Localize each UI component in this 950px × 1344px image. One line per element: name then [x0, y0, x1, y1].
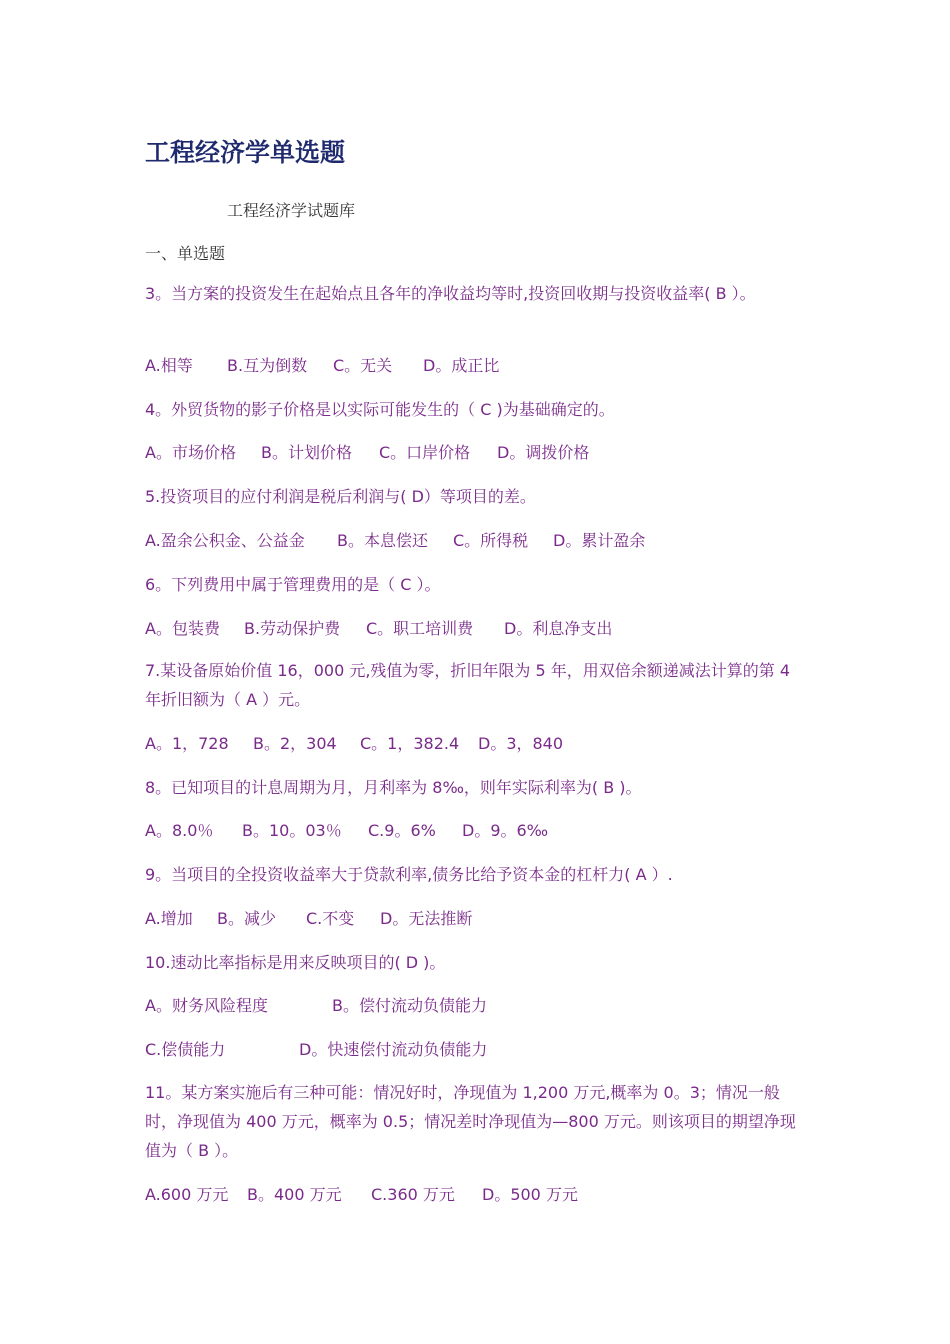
- option-d: D。累计盈余: [553, 531, 646, 550]
- option-d: D。无法推断: [380, 909, 473, 928]
- question-stem: 9。当项目的全投资收益率大于贷款利率,债务比给予资本金的杠杆力( A ）.: [145, 865, 673, 884]
- option-c: C。口岸价格: [379, 443, 471, 462]
- option-a: A.600 万元: [145, 1185, 229, 1204]
- option-b: B.劳动保护费: [244, 619, 341, 638]
- question-stem: 3。当方案的投资发生在起始点且各年的净收益均等时,投资回收期与投资收益率( B ）。: [145, 284, 756, 303]
- question-options: [145, 1035, 487, 1064]
- option-b: B.互为倒数: [227, 356, 308, 375]
- option-a: A.盈余公积金、公益金: [145, 531, 305, 550]
- option-d: D。利息净支出: [504, 619, 613, 638]
- option-c: C.9。6%: [368, 821, 436, 840]
- question-stem: 11。某方案实施后有三种可能：情况好时，净现值为 1,200 万元,概率为 0。3；情况一般时，净现值为 400 万元，概率为 0.5；情况差时净现值为—800 万元。则该项目的期望净现值为（ B ）。: [145, 1083, 796, 1160]
- option-c: C。职工培训费: [366, 619, 474, 638]
- option-c: C。1，382.4: [360, 734, 460, 753]
- option-d: D。500 万元: [482, 1185, 578, 1204]
- option-a: A.相等: [145, 356, 193, 375]
- option-c: C.偿债能力: [145, 1040, 226, 1059]
- option-d: D。调拨价格: [497, 443, 590, 462]
- question-stem: 8。已知项目的计息周期为月，月利率为 8‰，则年实际利率为( B )。: [145, 778, 642, 797]
- question-options: [145, 991, 487, 1020]
- question-options: [145, 351, 499, 380]
- question-options: [145, 729, 563, 758]
- question-options: [145, 1180, 578, 1209]
- option-c: C。所得税: [453, 531, 529, 550]
- option-a: A。1，728: [145, 734, 229, 753]
- option-a: A.增加: [145, 909, 193, 928]
- option-b: B。计划价格: [261, 443, 352, 462]
- option-a: A。8.0％: [145, 821, 214, 840]
- section-heading: 一、单选题: [145, 244, 226, 263]
- option-a: A。市场价格: [145, 443, 236, 462]
- document-subtitle: 工程经济学试题库: [227, 201, 356, 220]
- option-b: B。2，304: [253, 734, 337, 753]
- question-options: [145, 614, 612, 643]
- question-options: [145, 816, 548, 845]
- question-stem: 7.某设备原始价值 16，000 元,残值为零，折旧年限为 5 年，用双倍余额递减法计算的第 4 年折旧额为（ A ）元。: [145, 661, 791, 709]
- question-stem: 5.投资项目的应付利润是税后利润与( D）等项目的差。: [145, 487, 536, 506]
- question-stem: 6。下列费用中属于管理费用的是（ C ）。: [145, 575, 441, 594]
- option-d: D。成正比: [423, 356, 500, 375]
- option-c: C.360 万元: [371, 1185, 455, 1204]
- option-b: B。偿付流动负债能力: [332, 996, 487, 1015]
- option-d: D。快速偿付流动负债能力: [299, 1040, 488, 1059]
- question-stem: 10.速动比率指标是用来反映项目的( D )。: [145, 953, 446, 972]
- question-stem: 4。外贸货物的影子价格是以实际可能发生的（ C )为基础确定的。: [145, 400, 615, 419]
- option-c: C。无关: [333, 356, 393, 375]
- option-b: B。400 万元: [247, 1185, 342, 1204]
- option-b: B。减少: [217, 909, 276, 928]
- option-d: D。3，840: [478, 734, 564, 753]
- question-options: [145, 438, 589, 467]
- document-title: 工程经济学单选题: [145, 138, 346, 167]
- option-b: B。本息偿还: [337, 531, 428, 550]
- option-c: C.不变: [306, 909, 355, 928]
- option-a: A。包装费: [145, 619, 220, 638]
- question-options: [145, 526, 645, 555]
- option-d: D。9。6‰: [462, 821, 549, 840]
- question-options: [145, 904, 472, 933]
- option-a: A。财务风险程度: [145, 996, 268, 1015]
- option-b: B。10。03％: [242, 821, 342, 840]
